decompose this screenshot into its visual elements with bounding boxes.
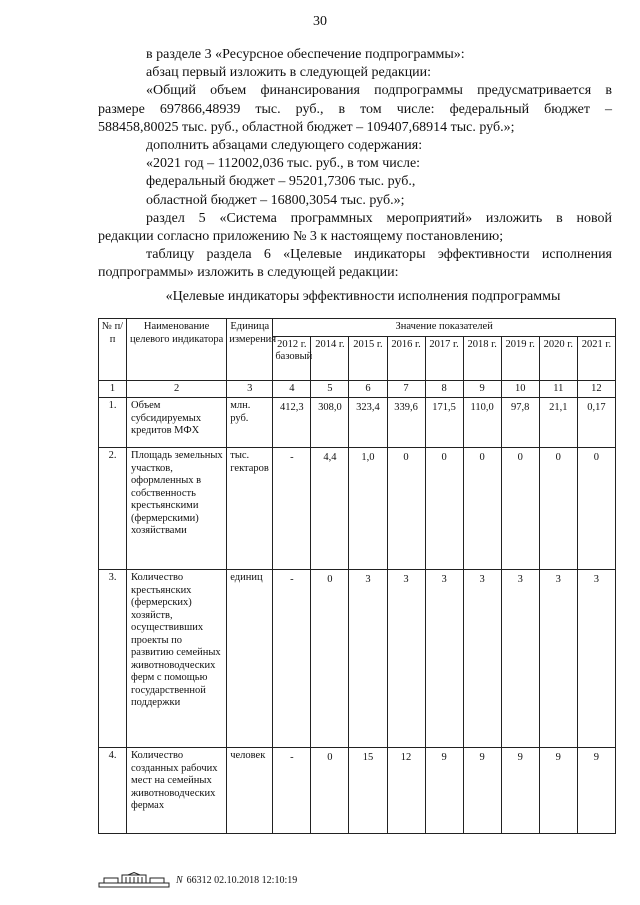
row-value: 9 [539, 748, 577, 834]
header-num: № п/п [99, 319, 127, 381]
col-number: 7 [387, 380, 425, 398]
row-value: - [273, 748, 311, 834]
col-number: 9 [463, 380, 501, 398]
row-value: 0 [577, 448, 615, 570]
header-year: 2017 г. [425, 336, 463, 380]
row-value: 21,1 [539, 398, 577, 448]
row-value: - [273, 570, 311, 748]
row-value: 15 [349, 748, 387, 834]
row-value: 0 [311, 570, 349, 748]
row-value: 0 [501, 448, 539, 570]
row-value: 3 [463, 570, 501, 748]
col-number: 5 [311, 380, 349, 398]
paragraph-line: абзац первый изложить в следующей редакции: [146, 65, 432, 81]
row-value: 308,0 [311, 398, 349, 448]
row-num: 1. [99, 398, 127, 448]
row-value: 0 [539, 448, 577, 570]
row-value: 97,8 [501, 398, 539, 448]
row-name: Количество крестьянских (фермерских) хозяйств, осуществивших проекты по развитию семейных животноводческих ферм с помощью государственной поддержки [127, 570, 227, 748]
row-value: 9 [425, 748, 463, 834]
header-year: 2018 г. [463, 336, 501, 380]
col-number: 10 [501, 380, 539, 398]
paragraph-line: «Общий объем финансирования подпрограммы предусматривается в [146, 83, 612, 99]
table-title: «Целевые индикаторы эффективности исполнения подпрограммы [165, 289, 561, 304]
row-value: 339,6 [387, 398, 425, 448]
table-row [99, 748, 616, 834]
row-value: 3 [387, 570, 425, 748]
paragraph-line: таблицу раздела 6 «Целевые индикаторы эффективности исполнения [146, 247, 612, 263]
row-value: 1,0 [349, 448, 387, 570]
footer-mark: N [176, 874, 183, 886]
header-year: 2021 г. [577, 336, 615, 380]
footer [98, 872, 297, 888]
col-number: 1 [99, 380, 127, 398]
row-value: 9 [577, 748, 615, 834]
row-num: 3. [99, 570, 127, 748]
row-value: 171,5 [425, 398, 463, 448]
row-value: 412,3 [273, 398, 311, 448]
row-name: Площадь земельных участков, оформленных в собственность крестьянскими (фермерскими) хозяйствами [127, 448, 227, 570]
row-unit: млн. руб. [227, 398, 273, 448]
page-number: 30 [313, 14, 327, 29]
row-value: 3 [539, 570, 577, 748]
table-row [99, 570, 616, 748]
header-year: 2015 г. [349, 336, 387, 380]
paragraph-line: 588458,80025 тыс. руб., областной бюджет – 109407,68914 тыс. руб.»; [98, 119, 515, 135]
row-value: 110,0 [463, 398, 501, 448]
col-number: 11 [539, 380, 577, 398]
row-value: 3 [349, 570, 387, 748]
col-number: 2 [127, 380, 227, 398]
row-value: 0 [311, 748, 349, 834]
row-value: 9 [463, 748, 501, 834]
col-number: 4 [273, 380, 311, 398]
indicators-table [98, 318, 616, 834]
row-unit: тыс. гектаров [227, 448, 273, 570]
body-text [98, 46, 612, 283]
paragraph-line: редакции согласно приложению № 3 к настоящему постановлению; [98, 229, 504, 245]
row-name: Количество созданных рабочих мест на семейных животноводческих фермах [127, 748, 227, 834]
table-row [99, 448, 616, 570]
header-year: 2014 г. [311, 336, 349, 380]
row-value: 4,4 [311, 448, 349, 570]
row-unit: единиц [227, 570, 273, 748]
row-value: 12 [387, 748, 425, 834]
row-value: 3 [501, 570, 539, 748]
col-number: 3 [227, 380, 273, 398]
row-value: 0 [387, 448, 425, 570]
row-value: 0 [425, 448, 463, 570]
paragraph-line: подпрограммы» изложить в следующей редакции: [98, 265, 399, 281]
paragraph-line: в разделе 3 «Ресурсное обеспечение подпрограммы»: [146, 47, 465, 62]
header-year: 2016 г. [387, 336, 425, 380]
row-value: 0 [463, 448, 501, 570]
header-year: 2020 г. [539, 336, 577, 380]
col-number: 8 [425, 380, 463, 398]
header-name: Наименование целевого индикатора [127, 319, 227, 381]
footer-doc-info: 66312 02.10.2018 12:10:19 [186, 874, 298, 886]
row-value: 9 [501, 748, 539, 834]
row-value: 3 [577, 570, 615, 748]
paragraph-line: федеральный бюджет – 95201,7306 тыс. руб., [146, 174, 416, 190]
header-unit: Единица измерения [227, 319, 273, 381]
header-year: 2012 г. базовый [273, 336, 311, 380]
row-num: 2. [99, 448, 127, 570]
row-num: 4. [99, 748, 127, 834]
paragraph-line: областной бюджет – 16800,3054 тыс. руб.»; [146, 192, 405, 208]
paragraph-line: размере 697866,48939 тыс. руб., в том числе: федеральный бюджет – [98, 101, 612, 117]
paragraph-line: «2021 год – 112002,036 тыс. руб., в том числе: [146, 156, 421, 172]
row-value: 3 [425, 570, 463, 748]
row-value: 323,4 [349, 398, 387, 448]
table-row [99, 398, 616, 448]
row-name: Объем субсидируемых кредитов МФХ [127, 398, 227, 448]
header-year: 2019 г. [501, 336, 539, 380]
col-number: 12 [577, 380, 615, 398]
row-value: 0,17 [577, 398, 615, 448]
row-unit: человек [227, 748, 273, 834]
header-values-group: Значение показателей [273, 319, 616, 337]
col-number: 6 [349, 380, 387, 398]
paragraph-line: дополнить абзацами следующего содержания: [146, 138, 423, 154]
building-stamp-icon [98, 872, 170, 888]
row-value: - [273, 448, 311, 570]
paragraph-line: раздел 5 «Система программных мероприятий» изложить в новой [146, 210, 612, 226]
